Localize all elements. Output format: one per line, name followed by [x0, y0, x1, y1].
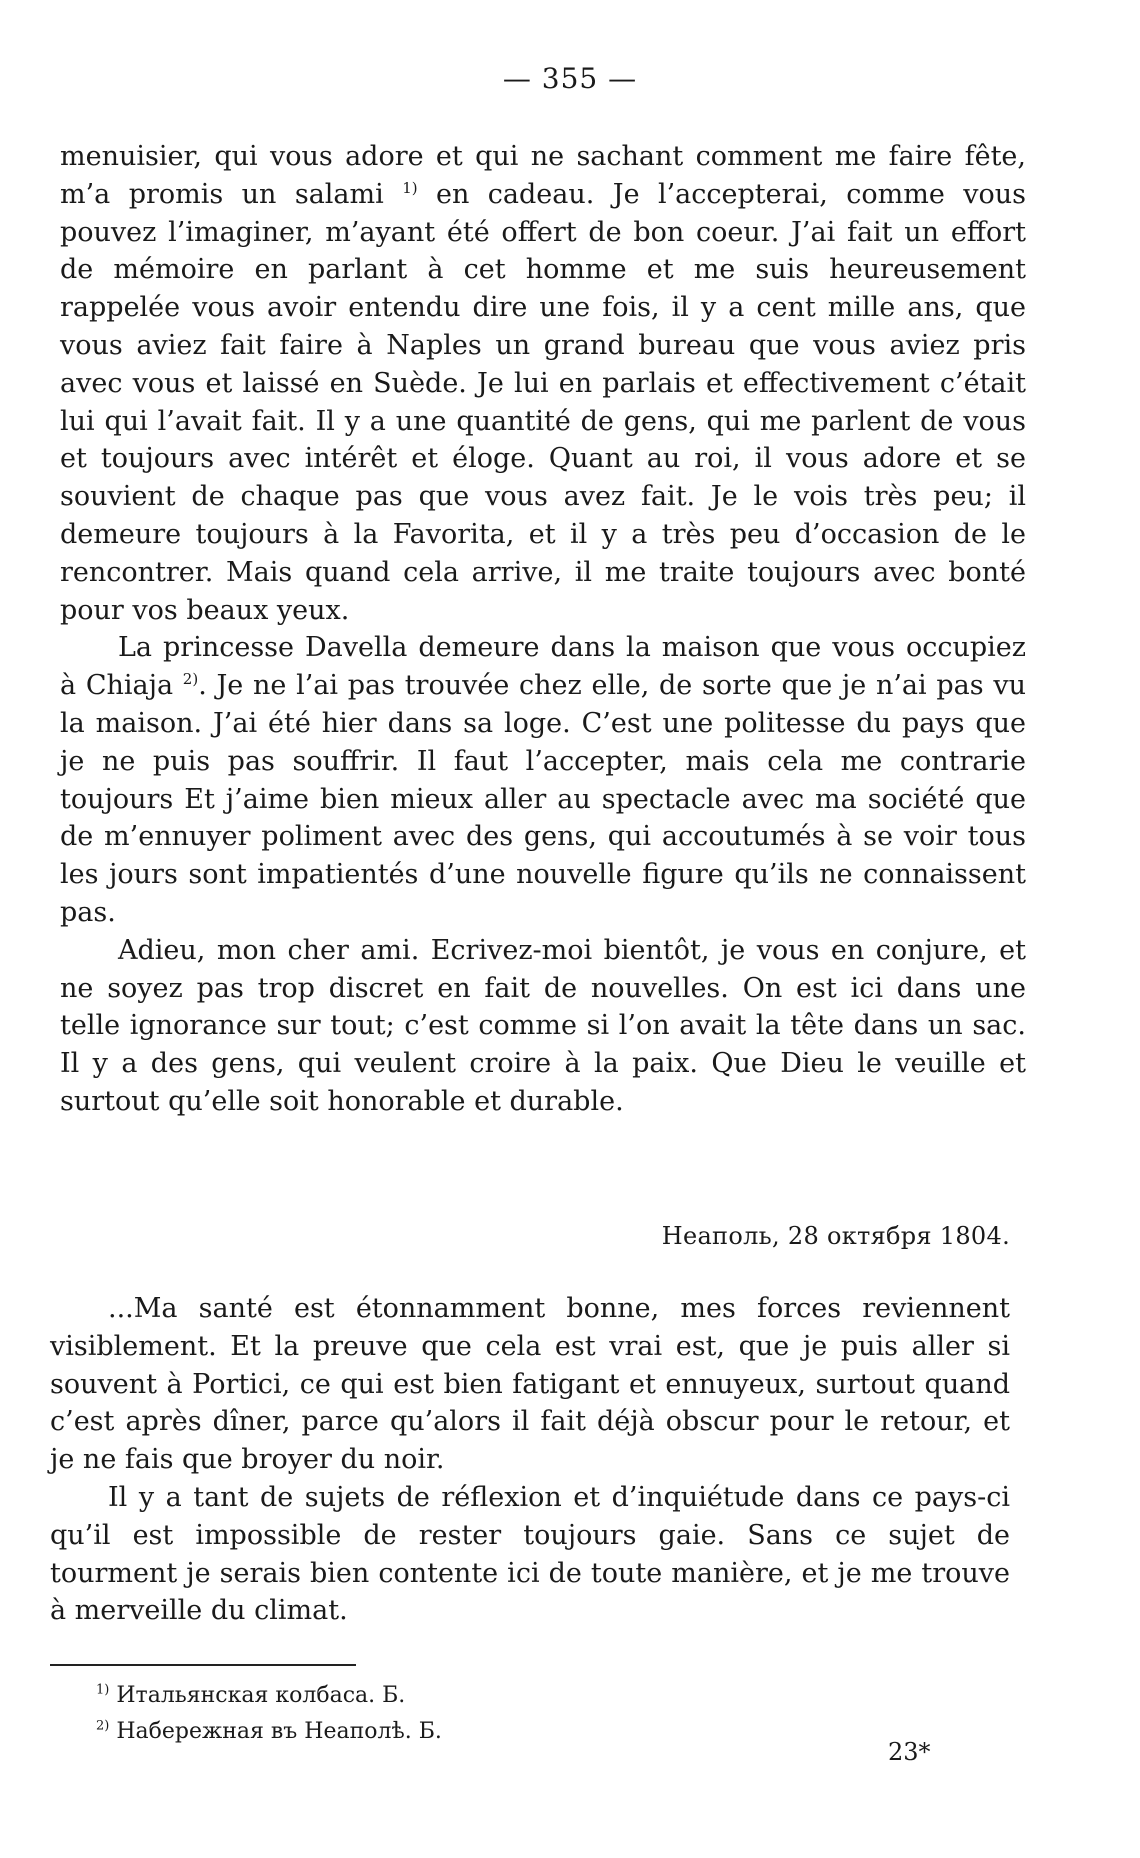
footnote-1-text: Итальянская колбаса. Б. [116, 1683, 406, 1708]
footnote-1 [96, 1678, 896, 1714]
printer-signature-mark: 23* [888, 1738, 931, 1766]
letter-2-paragraph-2: Il y a tant de sujets de réflexion et d’inquiétude dans ce pays-ci qu’il est impossible de rester toujours gaie. Sans ce sujet de tourment je serais bien contente ici de toute manière, et je me trouve à merveille du climat. [50, 1481, 1010, 1627]
letter-dateline: Неаполь, 28 октября 1804. [661, 1222, 1010, 1250]
footnote-2-text: Набережная въ Неаполѣ. Б. [116, 1719, 442, 1744]
page-number: — 355 — [502, 62, 638, 95]
footnote-2-marker: 2) [96, 1718, 110, 1734]
footnote-separator [50, 1664, 356, 1666]
footnote-ref-1: 1) [402, 178, 418, 197]
footnotes [96, 1678, 896, 1750]
footnote-2 [96, 1714, 896, 1750]
letter-2-body [50, 1290, 1010, 1630]
footnote-1-marker: 1) [96, 1682, 110, 1698]
letter-1-body [60, 138, 1026, 1121]
letter-1-paragraph-2-text-a: La princesse Davella demeure dans la maison que vous occupiez à Chiaja [60, 632, 1026, 702]
letter-1-paragraph-2-text-b: . Je ne l’ai pas trouvée chez elle, de sorte que je n’ai pas vu la maison. J’ai été hier dans sa loge. C’est une politesse du pays que je ne puis pas souffrir. Il faut l’accepter, mais cela me contrarie toujours Et j’aime bien mieux aller au spectacle avec ma société que de m’ennuyer poliment avec des gens, qui accoutumés à se voir tous les jours sont impatientés d’une nouvelle figure qu’ils ne connaissent pas. [60, 670, 1026, 928]
letter-2-paragraph-1: ...Ma santé est étonnamment bonne, mes forces reviennent visiblement. Et la preuve que cela est vrai est, que je puis aller si souvent à Portici, ce qui est bien fatigant et ennuyeux, surtout quand c’est après dîner, parce qu’alors il fait déjà obscur pour le retour, et je ne fais que broyer du noir. [50, 1293, 1010, 1476]
letter-1-paragraph-1-text-b: en cadeau. Je l’accepterai, comme vous pouvez l’imaginer, m’ayant été offert de bon coeur. J’ai fait un effort de mémoire en parlant à cet homme et me suis heureusement rappelée vous avoir entendu dire une fois, il y a cent mille ans, que vous aviez fait faire à Naples un grand bureau que vous aviez pris avec vous et laissé en Suède. Je lui en parlais et effectivement c’était lui qui l’avait fait. Il y a une quantité de gens, qui me parlent de vous et toujours avec intérêt et éloge. Quant au roi, il vous adore et se souvient de chaque pas que vous avez fait. Je le vois très peu; il demeure toujours à la Favorita, et il y a très peu d’occasion de le rencontrer. Mais quand cela arrive, il me traite toujours avec bonté pour vos beaux yeux. [60, 178, 1026, 626]
footnote-ref-2: 2) [182, 670, 199, 689]
letter-1-paragraph-3: Adieu, mon cher ami. Ecrivez-moi bientôt, je vous en conjure, et ne soyez pas trop discret en fait de nouvelles. On est ici dans une telle ignorance sur tout; c’est comme si l’on avait la tête dans un sac. Il y a des gens, qui veulent croire à la paix. Que Dieu le veuille et surtout qu’elle soit honorable et durable. [60, 934, 1026, 1117]
letter-1-paragraph-1-text-a: menuisier, qui vous adore et qui ne sachant comment me faire fête, m’a promis un salami [60, 141, 1026, 210]
letter-1-paragraph-1 [60, 138, 1026, 629]
letter-1-paragraph-2 [60, 629, 1026, 931]
